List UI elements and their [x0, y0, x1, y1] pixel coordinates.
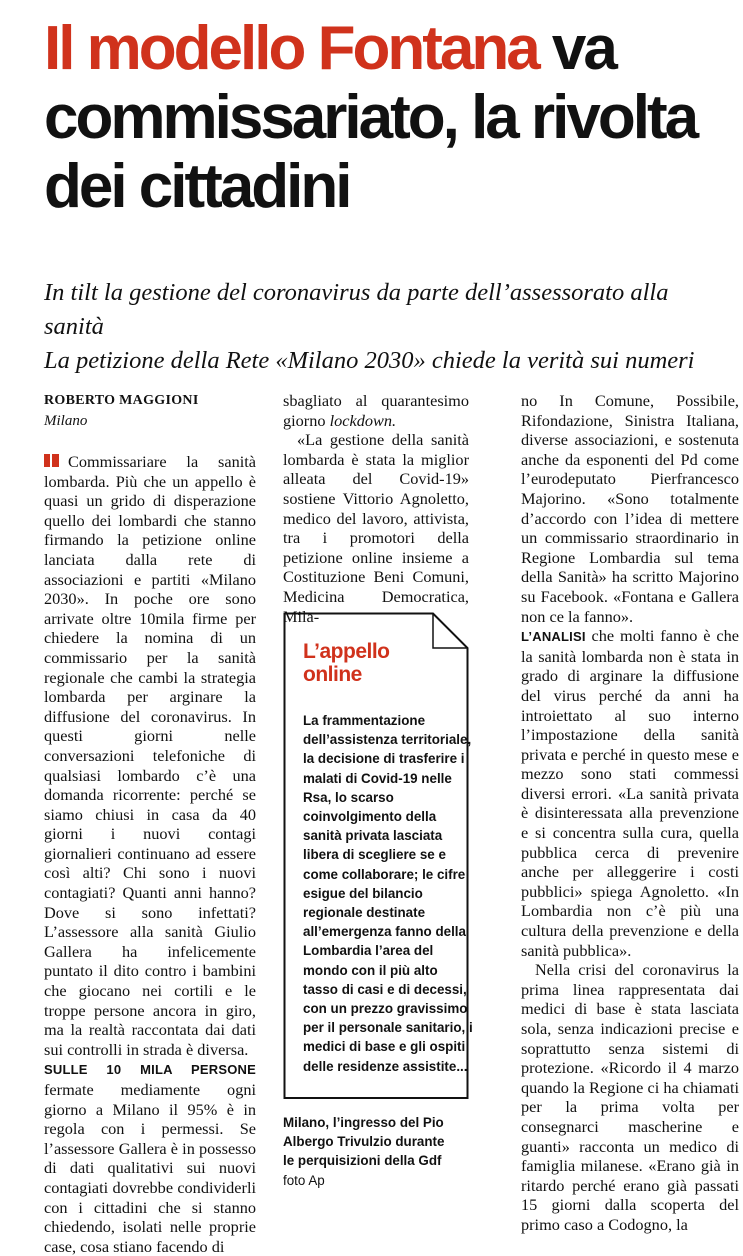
paragraph: SULLE 10 MILA PERSONE fermate mediamente ogni giorno a Milano il 95% è in regola con i permessi. Se l’assessore Gallera è in possesso di dati qualitativi sui nuovi contagiati dovrebbe condividerli con i cittadini che si stanno chiedendo, isolati nelle proprie case, cosa stiano facendo di	[44, 1062, 256, 1256]
article-column-1	[44, 391, 256, 1256]
subtitle-line-1: In tilt la gestione del coronavirus da parte dell’assessorato alla sanità	[44, 279, 669, 340]
article-column-3	[521, 391, 739, 1235]
author-byline: ROBERTO MAGGIONI	[44, 393, 199, 408]
italic-word: lockdown.	[329, 410, 397, 430]
paragraph: no In Comune, Possibile, Rifondazione, Sinistra Italiana, diverse associazioni, e sostenuta anche da esponenti del Pd come l’eurodeputato Pierfrancesco Majorino. «Sono totalmente d’accordo con l’idea di mettere un commissario straordinario in Regione Lombardia sul tema della Sanità» ha scritto Majorino su Facebook. «Fontana e Gallera non ce la fanno».	[521, 391, 739, 626]
subtitle	[44, 276, 734, 378]
dateline-place: Milano	[44, 413, 88, 429]
subtitle-line-2: La petizione della Rete «Milano 2030» chiede la verità sui numeri	[44, 347, 695, 374]
headline-rest: va commissariato, la rivolta dei cittadini	[44, 14, 697, 221]
paragraph: Nella crisi del coronavirus la prima linea rappresentata dai medici di base è stata lasciata sola, senza indicazioni precise e soprattutto senza sistemi di protezione. «Ricordo il 4 marzo quando la Regione ci ha chiamati per la prima volta per consegnarci mascherine e guanti» racconta un medico di famiglia milanese. «Erano già in ritardo perché erano già passati 15 giorni dalla scoperta del primo caso a Codogno, la	[521, 960, 739, 1234]
sidebar-title: L’appello online	[303, 640, 390, 686]
sidebar-box	[283, 612, 473, 1169]
article-column-2	[283, 391, 469, 626]
paragraph-lead-caps: SULLE 10 MILA PERSONE	[44, 1062, 256, 1078]
paragraph: Commissariare la sanità lombarda. Più che un appello è quasi un grido di disperazione quello dei lombardi che stanno firmando la petizione online lanciata dalla rete di associazioni e partiti «Milano 2030». In poche ore sono arrivate oltre 10mila firme per chiedere la nomina di un commissario per la sanità regionale che cambi la strategia lombarda per arginare la diffusione del coronavirus. In questi giorni nelle conversazioni telefoniche di qualsiasi lombardo c’è una domanda ricorrente: perché se siamo chiusi in casa da 40 giorni i nuovi contagi giornalieri continuano ad essere così alti? Chi sono i nuovi contagiati? Quanti anni hanno? Dove si sono infettati? L’assessore alla sanità Giulio Gallera ha infelicemente puntato il dito contro i bambini che giocano nei cortili e le troppe persone ancora in giro, ma la realtà raccontata dai dati sui controlli in strada è diversa.	[44, 452, 256, 1059]
red-bullet-icon	[44, 454, 59, 467]
headline-highlight: Il modello Fontana	[44, 14, 538, 83]
headline	[44, 14, 734, 221]
paragraph: sbagliato al quarantesimo giorno lockdown.	[283, 391, 469, 430]
sidebar-text: La frammentazione dell’assistenza territoriale, la decisione di trasferire i malati di Covid-19 nelle Rsa, lo scarso coinvolgimento della sanità privata lasciata libera di scegliere se e come collaborare; le cifre esigue del bilancio regionale destinate all’emergenza fanno della Lombardia l’area del mondo con il più alto tasso di casi e di decessi, con un prezzo gravissimo per il personale sanitario, i medici di base e gli ospiti delle residenze assistite...	[303, 713, 473, 1074]
photo-credit: foto Ap	[283, 1172, 325, 1188]
paragraph-lead-caps: L’ANALISI	[521, 629, 586, 645]
paragraph: L’ANALISI che molti fanno è che la sanità lombarda non è stata in grado di arginare la diffusione del virus perché da anni ha introiettato al suo interno l’impostazione della sanità privata e perché in questo mese e mezzo sono stati commessi diversi errori. «La sanità privata è disinteressata alla prevenzione e si concentra sulla cura, quella pubblica cerca di prevenire anche per alleggerire i costi pubblici» spiega Agnoletto. «In Lombardia non c’è più una cultura della prevenzione e della sanità pubblica».	[521, 626, 739, 960]
photo-caption	[283, 1113, 453, 1190]
caption-text: Milano, l’ingresso del Pio Albergo Trivulzio durante le perquisizioni della Gdf	[283, 1115, 445, 1169]
paragraph: «La gestione della sanità lombarda è stata la miglior alleata del Covid-19» sostiene Vittorio Agnoletto, medico del lavoro, attivista, tra i promotori della petizione online insieme a Costituzione Beni Comuni, Medicina Democratica, Mila-	[283, 430, 469, 626]
